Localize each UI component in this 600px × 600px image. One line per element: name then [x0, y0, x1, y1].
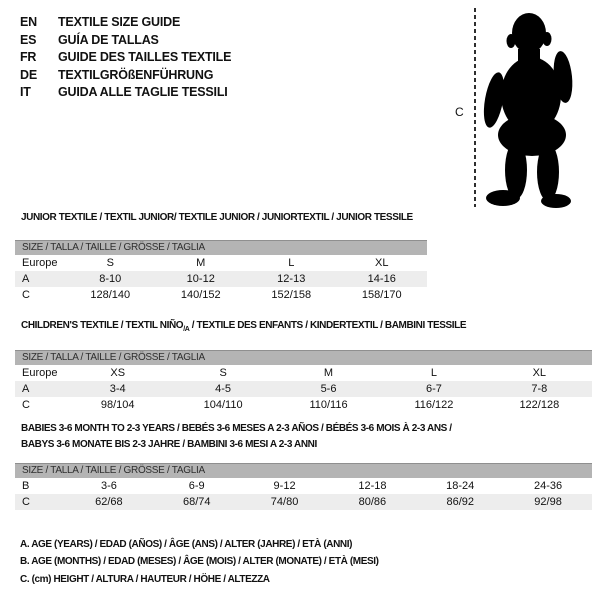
size-cell: M: [323, 367, 334, 379]
table-row-europe: [15, 255, 427, 271]
height-cell: 62/68: [95, 496, 123, 508]
months-cell: 3-6: [100, 480, 117, 492]
table-title: JUNIOR TEXTILE / TEXTIL JUNIOR/ TEXTILE JUNIOR / JUNIORTEXTIL / JUNIOR TESSILE: [21, 212, 413, 223]
months-cell: 24-36: [533, 480, 563, 492]
age-cell: 3-4: [109, 383, 126, 395]
children-size-table: [15, 319, 592, 413]
height-cell: 98/104: [100, 399, 135, 411]
height-measure-dashed-line: [474, 8, 476, 207]
height-measure-label: C: [455, 105, 464, 119]
height-cell: 122/128: [519, 399, 560, 411]
table-row-months: [15, 478, 592, 494]
size-cell: S: [106, 257, 114, 269]
lang-code: ES: [20, 32, 37, 47]
lang-code: IT: [20, 85, 31, 99]
height-cell: 158/170: [361, 289, 402, 301]
size-cell: XL: [375, 257, 389, 269]
table-row-age: [15, 271, 427, 287]
junior-size-table: [15, 211, 427, 303]
row-label: Europe: [22, 367, 58, 379]
row-label: C: [22, 496, 30, 508]
lang-code: EN: [20, 15, 37, 29]
height-cell: 110/116: [309, 399, 348, 411]
height-cell: 74/80: [270, 496, 299, 508]
row-label: A: [22, 273, 30, 285]
months-cell: 6-9: [188, 480, 205, 492]
row-label: A: [22, 383, 30, 395]
table-row-age: [15, 381, 592, 397]
row-label: B: [22, 480, 30, 492]
size-cell: XL: [532, 367, 547, 379]
months-cell: 18-24: [446, 480, 475, 492]
age-cell: 8-10: [99, 273, 122, 285]
lang-row-fr: [20, 49, 231, 67]
table-row-europe: [15, 365, 592, 381]
size-header-bar: SIZE / TALLA / TAILLE / GRÖSSE / TAGLIA: [15, 240, 427, 255]
lang-row-it: [20, 84, 231, 102]
size-cell: M: [196, 257, 206, 269]
size-cell: L: [288, 257, 295, 269]
size-cell: S: [219, 367, 227, 379]
table-row-height: [15, 494, 592, 510]
size-header-bar: SIZE / TALLA / TAILLE / GRÖSSE / TAGLIA: [15, 350, 592, 365]
table-row-height: [15, 397, 592, 413]
lang-label: TEXTILE SIZE GUIDE: [58, 15, 181, 29]
table-title: BABIES 3-6 MONTH TO 2-3 YEARS / BEBÉS 3-6 MESES A 2-3 AÑOS / BÉBÉS 3-6 MOIS À 2-3 ANS / BABYS 3-6 MONATE BIS 2-3 JAHRE / BAMBINI 3-6 MESI A 2-3 ANNI: [21, 423, 452, 450]
age-cell: 7-8: [531, 383, 548, 395]
lang-row-es: [20, 32, 231, 50]
height-cell: 104/110: [203, 399, 243, 411]
lang-label: GUIDA ALLE TAGLIE TESSILI: [58, 85, 228, 99]
row-label: C: [22, 289, 30, 301]
height-cell: 140/152: [180, 289, 221, 301]
table-title: CHILDREN'S TEXTILE / TEXTIL $NIÑO_{/A}$ / TEXTILE DES ENFANTS / KINDERTEXTIL / BAMBINI TESSILE: [21, 320, 467, 333]
age-cell: 4-5: [215, 383, 232, 395]
height-cell: 80/86: [358, 496, 387, 508]
age-cell: 10-12: [186, 273, 215, 285]
row-label: Europe: [22, 257, 58, 269]
lang-row-en: [20, 14, 231, 32]
size-cell: L: [430, 367, 437, 379]
months-cell: 9-12: [273, 480, 296, 492]
legend-footnotes: [20, 536, 379, 588]
age-cell: 6-7: [425, 383, 442, 395]
height-cell: 92/98: [534, 496, 562, 508]
height-cell: 86/92: [446, 496, 474, 508]
lang-label: TEXTILGRÖßENFÜHRUNG: [58, 67, 214, 82]
months-cell: 12-18: [358, 480, 387, 492]
babies-size-table: [15, 421, 592, 510]
lang-label: GUIDE DES TAILLES TEXTILE: [58, 50, 232, 64]
height-cell: 152/158: [271, 289, 312, 301]
lang-code: DE: [20, 67, 37, 82]
lang-row-de: [20, 67, 231, 85]
lang-code: FR: [20, 50, 37, 64]
height-cell: 68/74: [182, 496, 211, 508]
age-cell: 5-6: [320, 383, 337, 395]
toddler-silhouette-image: [480, 5, 580, 213]
nino-a-subscript: /A: [183, 326, 190, 333]
footnote-c: C. (cm) HEIGHT / ALTURA / HAUTEUR / HÖHE / ALTEZZA: [20, 573, 270, 585]
row-label: C: [22, 399, 30, 411]
size-cell: XS: [110, 367, 126, 379]
age-cell: 14-16: [367, 273, 396, 285]
footnote-b: B. AGE (MONTHS) / EDAD (MESES) / ÂGE (MOIS) / ALTER (MONATE) / ETÀ (MESI): [20, 556, 379, 568]
height-cell: 116/122: [414, 399, 454, 411]
lang-label: GUÍA DE TALLAS: [58, 32, 159, 47]
age-cell: 12-13: [277, 273, 306, 285]
table-row-height: [15, 287, 427, 303]
height-cell: 128/140: [90, 289, 131, 301]
size-header-bar: SIZE / TALLA / TAILLE / GRÖSSE / TAGLIA: [15, 463, 592, 478]
footnote-a: A. AGE (YEARS) / EDAD (AÑOS) / ÂGE (ANS) / ALTER (JAHRE) / ETÀ (ANNI): [20, 539, 353, 550]
language-title-list: [20, 14, 231, 102]
